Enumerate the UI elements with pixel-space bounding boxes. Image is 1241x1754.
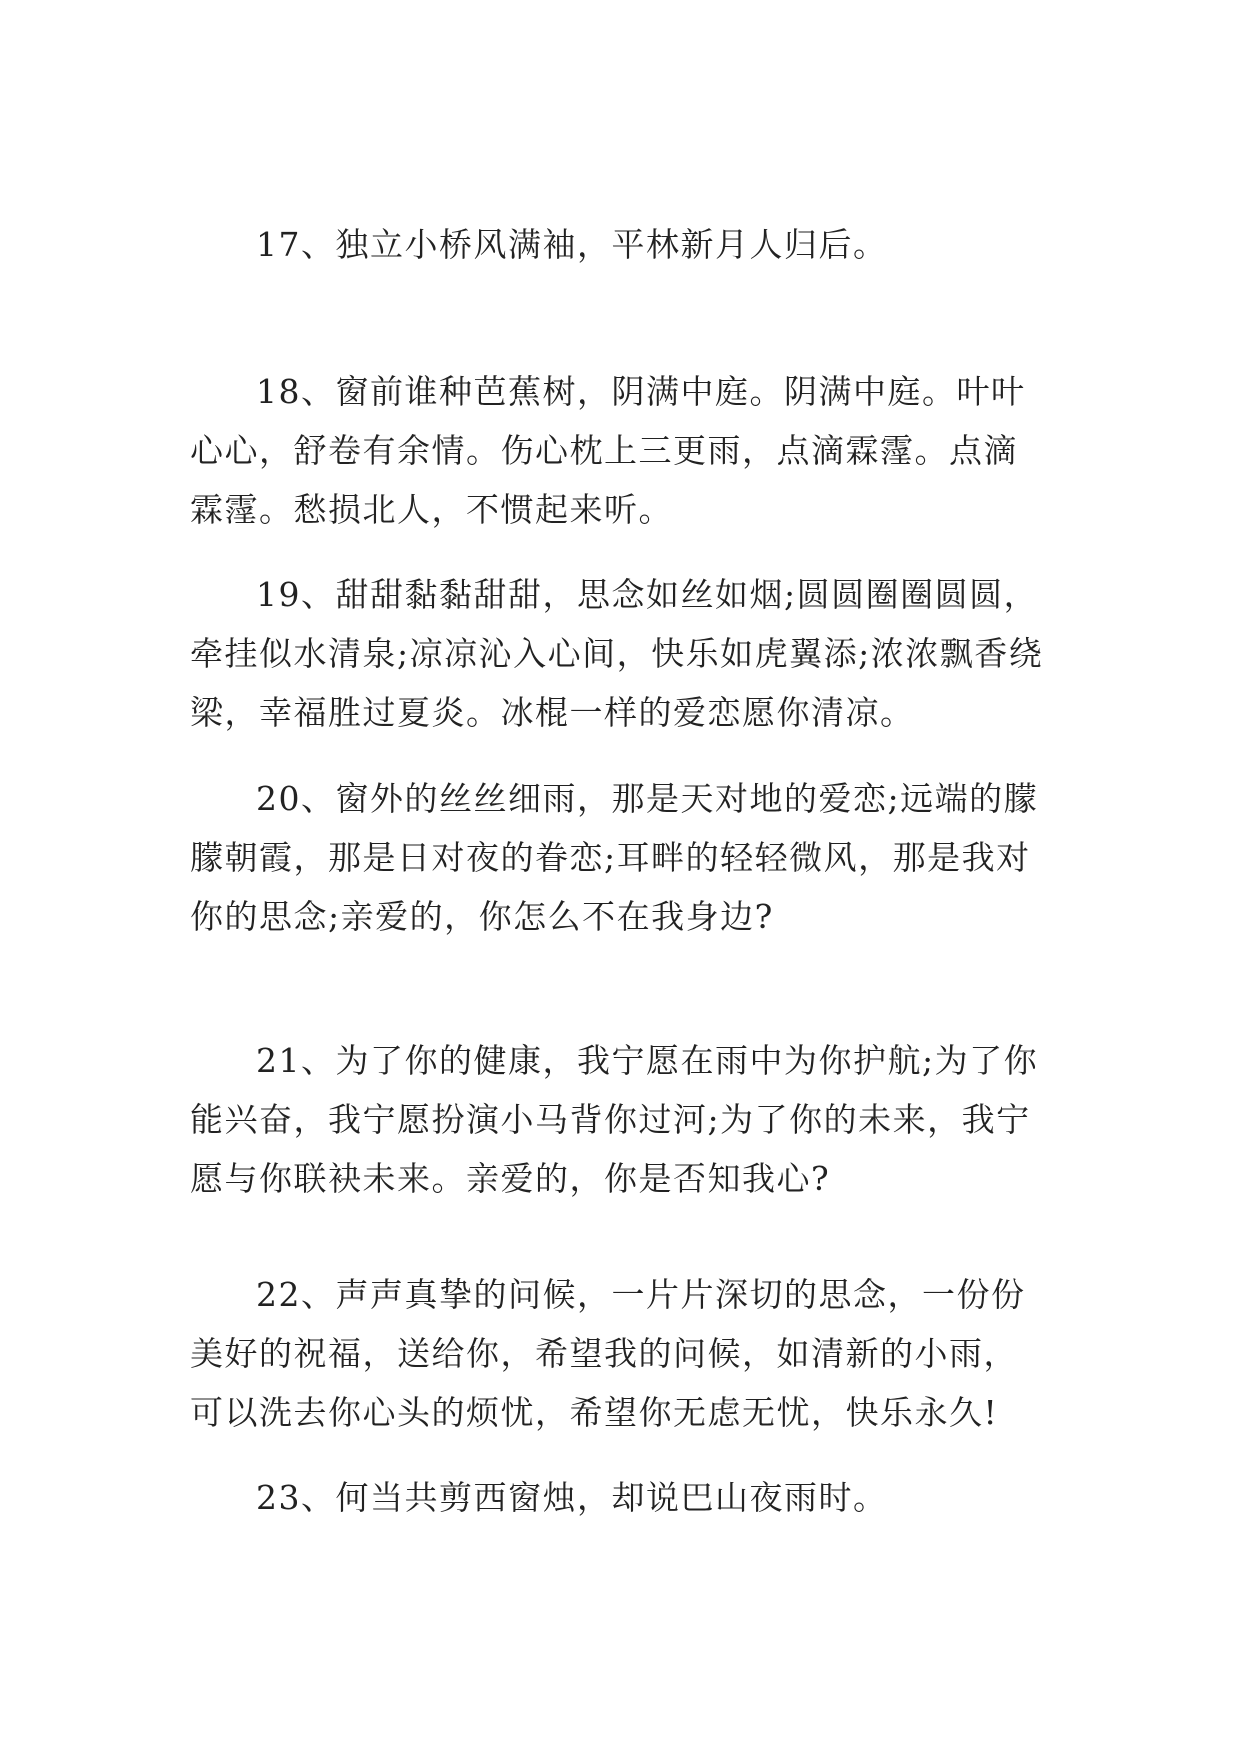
paragraph-17: 17、独立小桥风满袖，平林新月人归后。 bbox=[256, 225, 888, 264]
paragraph-21: 21、为了你的健康，我宁愿在雨中为你护航;为了你能兴奋，我宁愿扮演小马背你过河;为了你的未来，我宁愿与你联袂未来。亲爱的，你是否知我心? bbox=[190, 1041, 1039, 1198]
paragraph-19: 19、甜甜黏黏甜甜，思念如丝如烟;圆圆圈圈圆圆，牵挂似水清泉;凉凉沁入心间，快乐如虎翼添;浓浓飘香绕梁，幸福胜过夏炎。冰棍一样的爱恋愿你清凉。 bbox=[190, 575, 1044, 732]
paragraph-18: 18、窗前谁种芭蕉树，阴满中庭。阴满中庭。叶叶心心，舒卷有余情。伤心枕上三更雨，点滴霖霪。点滴霖霪。愁损北人，不惯起来听。 bbox=[190, 372, 1026, 529]
paragraph-23: 23、何当共剪西窗烛，却说巴山夜雨时。 bbox=[256, 1478, 888, 1517]
paragraph-22: 22、声声真挚的问候，一片片深切的思念，一份份美好的祝福，送给你，希望我的问候，如清新的小雨，可以洗去你心头的烦忧，希望你无虑无忧，快乐永久! bbox=[190, 1275, 1026, 1432]
paragraph-20: 20、窗外的丝丝细雨，那是天对地的爱恋;远端的朦朦朝霞，那是日对夜的眷恋;耳畔的轻轻微风，那是我对你的思念;亲爱的，你怎么不在我身边? bbox=[190, 779, 1039, 936]
